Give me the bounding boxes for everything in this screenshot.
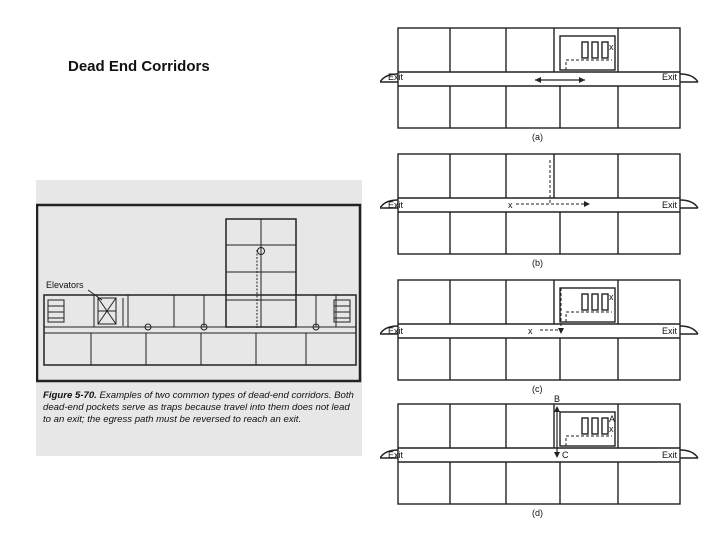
panel-label-b: (b) bbox=[532, 258, 543, 268]
exit-right-c: Exit bbox=[662, 326, 678, 336]
mark-a-d: A bbox=[609, 414, 616, 424]
panel-a bbox=[380, 26, 700, 144]
mark-x-c-1: x bbox=[528, 326, 533, 336]
exit-left-c: Exit bbox=[388, 326, 404, 336]
exit-right-b: Exit bbox=[662, 200, 678, 210]
caption-number: Figure 5-70. bbox=[43, 390, 97, 401]
panel-label-d: (d) bbox=[532, 508, 543, 518]
exit-left-d: Exit bbox=[388, 450, 404, 460]
panel-c bbox=[380, 278, 700, 396]
caption-text: Examples of two common types of dead-end corridors. Both dead-end pockets serve as traps because travel into them does not lead to an exit; the egress path must be reversed to reach an exit. bbox=[43, 390, 354, 425]
panel-label-a: (a) bbox=[532, 132, 543, 142]
elevators-label: Elevators bbox=[46, 280, 84, 290]
exit-left-b: Exit bbox=[388, 200, 404, 210]
mark-b-d: B bbox=[554, 394, 561, 404]
exit-right-d: Exit bbox=[662, 450, 678, 460]
panel-label-c: (c) bbox=[532, 384, 543, 394]
panel-d bbox=[380, 392, 700, 520]
page-title: Dead End Corridors bbox=[68, 58, 210, 75]
mark-x-d: x bbox=[609, 424, 614, 434]
mark-x-b: x bbox=[508, 200, 513, 210]
mark-x-c-2: x bbox=[609, 292, 614, 302]
exit-right-a: Exit bbox=[662, 72, 678, 82]
exit-left-a: Exit bbox=[388, 72, 404, 82]
figure-caption bbox=[43, 390, 358, 426]
mark-c-d: C bbox=[562, 450, 569, 460]
panel-b bbox=[380, 152, 700, 270]
mark-x-a: x bbox=[609, 42, 614, 52]
